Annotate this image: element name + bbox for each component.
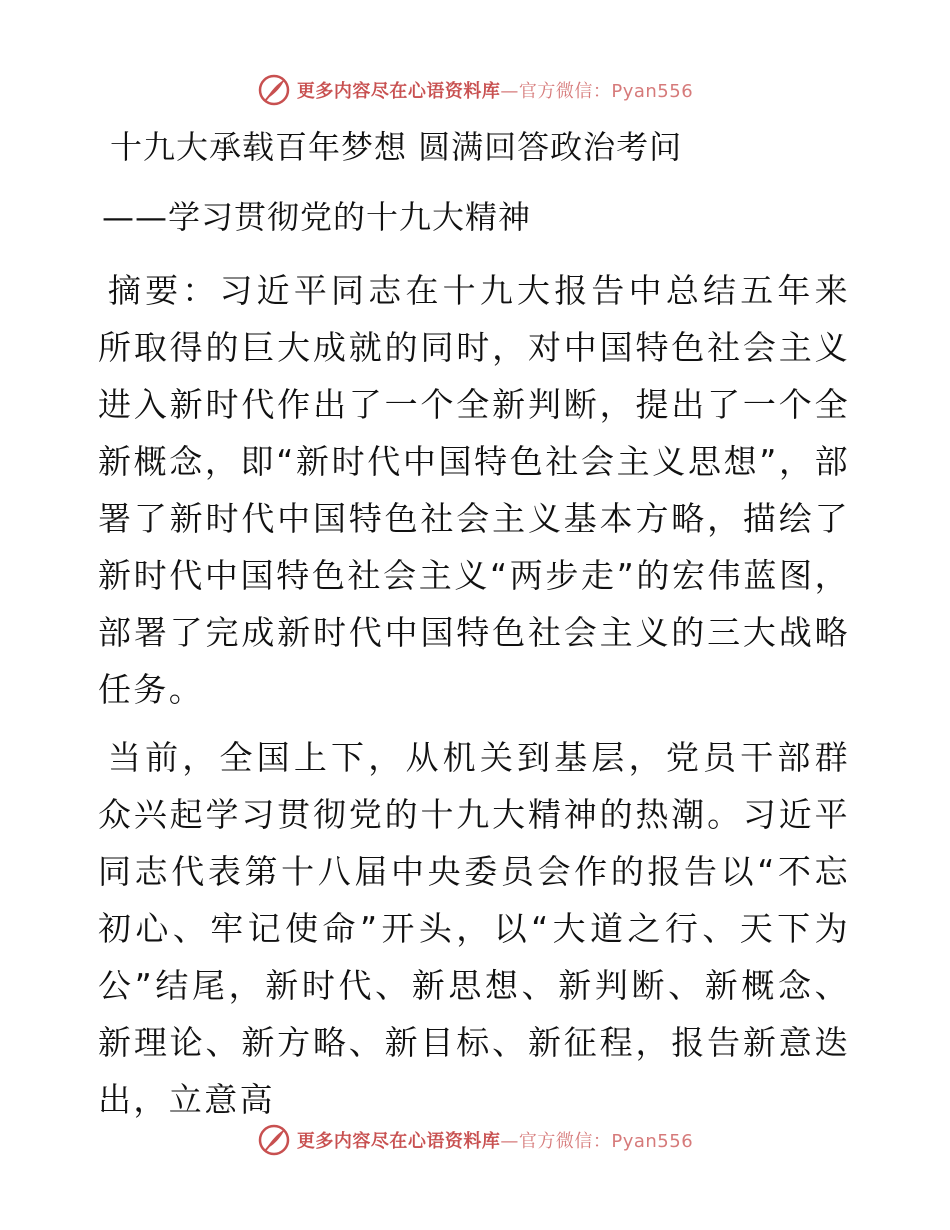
abstract-paragraph: 摘要：习近平同志在十九大报告中总结五年来所取得的巨大成就的同时，对中国特色社会主义进入新时代作出了一个全新判断，提出了一个全新概念，即“新时代中国特色社会主义思想”，部署了新时代中国特色社会主义基本方略，描绘了新时代中国特色社会主义“两步走”的宏伟蓝图，部署了完成新时代中国特色社会主义的三大战略任务。 <box>98 271 850 709</box>
document-subtitle: ——学习贯彻党的十九大精神 <box>102 198 532 236</box>
document-body <box>98 122 850 1128</box>
header-watermark <box>0 70 950 110</box>
watermark-suffix: —官方微信：Pyan556 <box>500 1131 694 1152</box>
feather-quill-logo-icon <box>257 1123 291 1157</box>
watermark-brand: 更多内容尽在心语资料库 <box>296 81 501 102</box>
watermark-text <box>297 77 693 103</box>
watermark-suffix: —官方微信：Pyan556 <box>500 81 694 102</box>
document-title: 十九大承载百年梦想 圆满回答政治考问 <box>110 128 683 166</box>
body-paragraph: 当前，全国上下，从机关到基层，党员干部群众兴起学习贯彻党的十九大精神的热潮。习近平同志代表第十八届中央委员会作的报告以“不忘初心、牢记使命”开头，以“大道之行、天下为公”结尾，新时代、新思想、新判断、新概念、新理论、新方略、新目标、新征程，报告新意迭出，立意高 <box>98 738 850 1119</box>
footer-watermark <box>0 1120 950 1160</box>
watermark-text <box>297 1127 693 1153</box>
watermark-brand: 更多内容尽在心语资料库 <box>296 1131 501 1152</box>
feather-quill-logo-icon <box>257 73 291 107</box>
